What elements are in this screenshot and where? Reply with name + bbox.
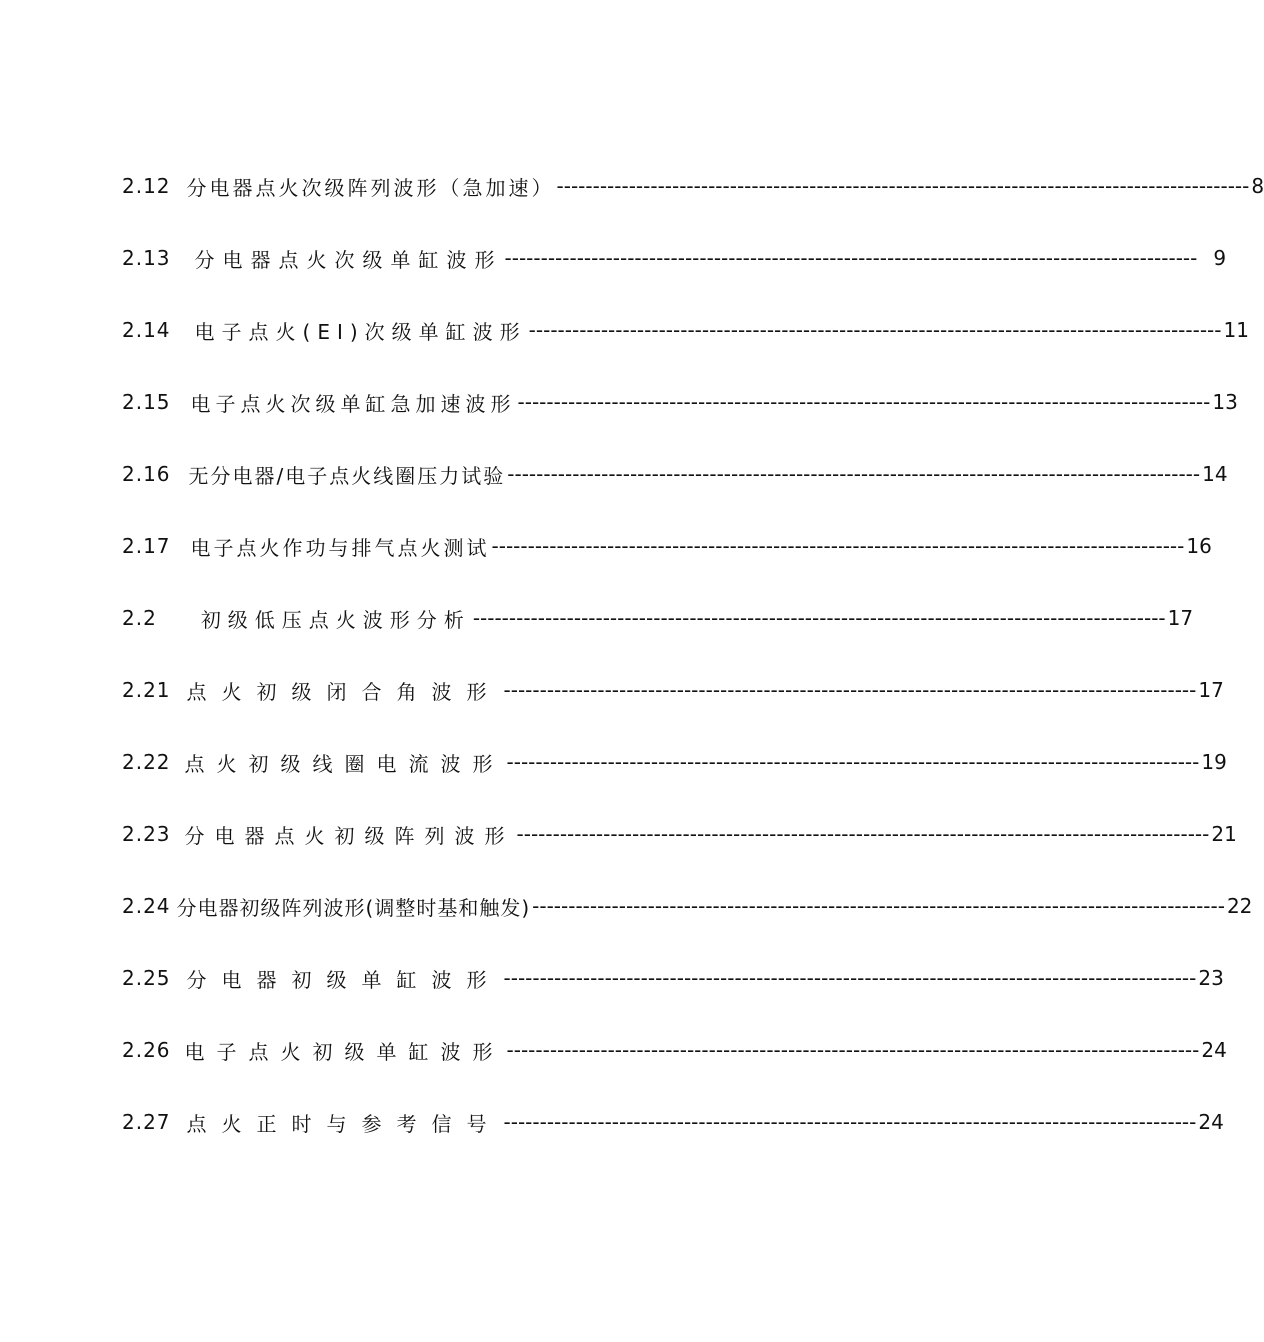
toc-entry-page: 24 [1198, 1110, 1224, 1134]
toc-entry-page: 16 [1186, 534, 1212, 558]
toc-entry-page: 13 [1212, 390, 1238, 414]
toc-entry-number: 2.27 [122, 1110, 171, 1134]
toc-entry-title: 分电器点火次级单缸波形 [194, 247, 503, 272]
toc-entry-number: 2.21 [122, 678, 171, 702]
toc-entry-number: 2.15 [122, 390, 171, 414]
toc-entry-title: 分电器点火次级阵列波形（急加速） [186, 175, 555, 200]
toc-entry[interactable] [122, 654, 1224, 726]
toc-entry[interactable] [122, 294, 1249, 366]
toc-entry-page: 23 [1198, 966, 1224, 990]
table-of-contents [122, 150, 1264, 1158]
toc-entry[interactable] [122, 438, 1228, 510]
toc-entry[interactable] [122, 1086, 1224, 1158]
toc-entry-number: 2.12 [122, 174, 171, 198]
toc-entry-title: 点火初级线圈电流波形 [184, 751, 505, 776]
toc-entry[interactable] [122, 1014, 1227, 1086]
toc-entry-title: 分电器初级单缸波形 [186, 967, 502, 992]
toc-entry-page: 9 [1213, 246, 1227, 270]
toc-dot-leader: ------------------------------------------------------------------------------------------------ [491, 534, 1185, 558]
toc-dot-leader: ------------------------------------------------------------------------------------------------ [532, 894, 1225, 918]
toc-entry-number: 2.22 [122, 750, 171, 774]
toc-entry-title: 点火正时与参考信号 [186, 1111, 502, 1136]
toc-entry-number: 2.14 [122, 318, 171, 342]
toc-entry-number: 2.26 [122, 1038, 171, 1062]
toc-entry[interactable] [122, 366, 1238, 438]
toc-dot-leader: ------------------------------------------------------------------------------------------------ [503, 1110, 1197, 1134]
toc-entry[interactable] [122, 582, 1194, 654]
toc-entry-number: 2.2 [122, 606, 157, 630]
toc-dot-leader: ------------------------------------------------------------------------------------------------ [504, 246, 1198, 270]
toc-entry[interactable] [122, 726, 1227, 798]
toc-entry-number: 2.17 [122, 534, 171, 558]
toc-dot-leader: ------------------------------------------------------------------------------------------------ [506, 1038, 1200, 1062]
toc-entry[interactable] [122, 150, 1264, 222]
toc-entry-title: 电子点火初级单缸波形 [184, 1039, 505, 1064]
toc-entry-title: 电子点火次级单缸急加速波形 [190, 391, 516, 416]
toc-dot-leader: ------------------------------------------------------------------------------------------------ [556, 174, 1250, 198]
toc-entry-title: 分电器初级阵列波形(调整时基和触发) [176, 895, 531, 920]
toc-dot-leader: ------------------------------------------------------------------------------------------------ [503, 966, 1197, 990]
toc-dot-leader: ------------------------------------------------------------------------------------------------ [472, 606, 1166, 630]
toc-dot-leader: ------------------------------------------------------------------------------------------------ [503, 678, 1197, 702]
toc-dot-leader: ------------------------------------------------------------------------------------------------ [507, 462, 1201, 486]
toc-entry-page: 14 [1202, 462, 1228, 486]
toc-entry[interactable] [122, 798, 1237, 870]
toc-entry-number: 2.25 [122, 966, 171, 990]
toc-entry-number: 2.23 [122, 822, 171, 846]
toc-entry-number: 2.16 [122, 462, 171, 486]
toc-entry[interactable] [122, 222, 1227, 294]
toc-dot-leader: ------------------------------------------------------------------------------------------------ [516, 822, 1210, 846]
toc-entry-title: 电子点火(EI)次级单缸波形 [194, 319, 527, 344]
toc-entry-page: 17 [1198, 678, 1224, 702]
toc-entry[interactable] [122, 510, 1212, 582]
toc-entry-page: 21 [1211, 822, 1237, 846]
toc-dot-leader: ------------------------------------------------------------------------------------------------ [506, 750, 1200, 774]
toc-dot-leader: ------------------------------------------------------------------------------------------------ [517, 390, 1211, 414]
toc-entry-number: 2.24 [122, 894, 171, 918]
toc-entry[interactable] [122, 942, 1224, 1014]
toc-entry-page: 11 [1223, 318, 1249, 342]
toc-dot-leader: ------------------------------------------------------------------------------------------------ [528, 318, 1222, 342]
toc-entry-page: 8 [1251, 174, 1264, 198]
toc-entry-title: 无分电器/电子点火线圈压力试验 [188, 463, 506, 488]
toc-entry-title: 分电器点火初级阵列波形 [184, 823, 515, 848]
toc-entry-title: 点火初级闭合角波形 [186, 679, 502, 704]
toc-entry-page: 24 [1201, 1038, 1227, 1062]
toc-entry-title: 初级低压点火波形分析 [200, 607, 471, 632]
toc-entry-page: 19 [1201, 750, 1227, 774]
toc-entry-title: 电子点火作功与排气点火测试 [190, 535, 490, 560]
toc-entry[interactable] [122, 870, 1253, 942]
toc-entry-page: 17 [1167, 606, 1194, 630]
toc-entry-page: 22 [1226, 894, 1253, 918]
toc-entry-number: 2.13 [122, 246, 171, 270]
